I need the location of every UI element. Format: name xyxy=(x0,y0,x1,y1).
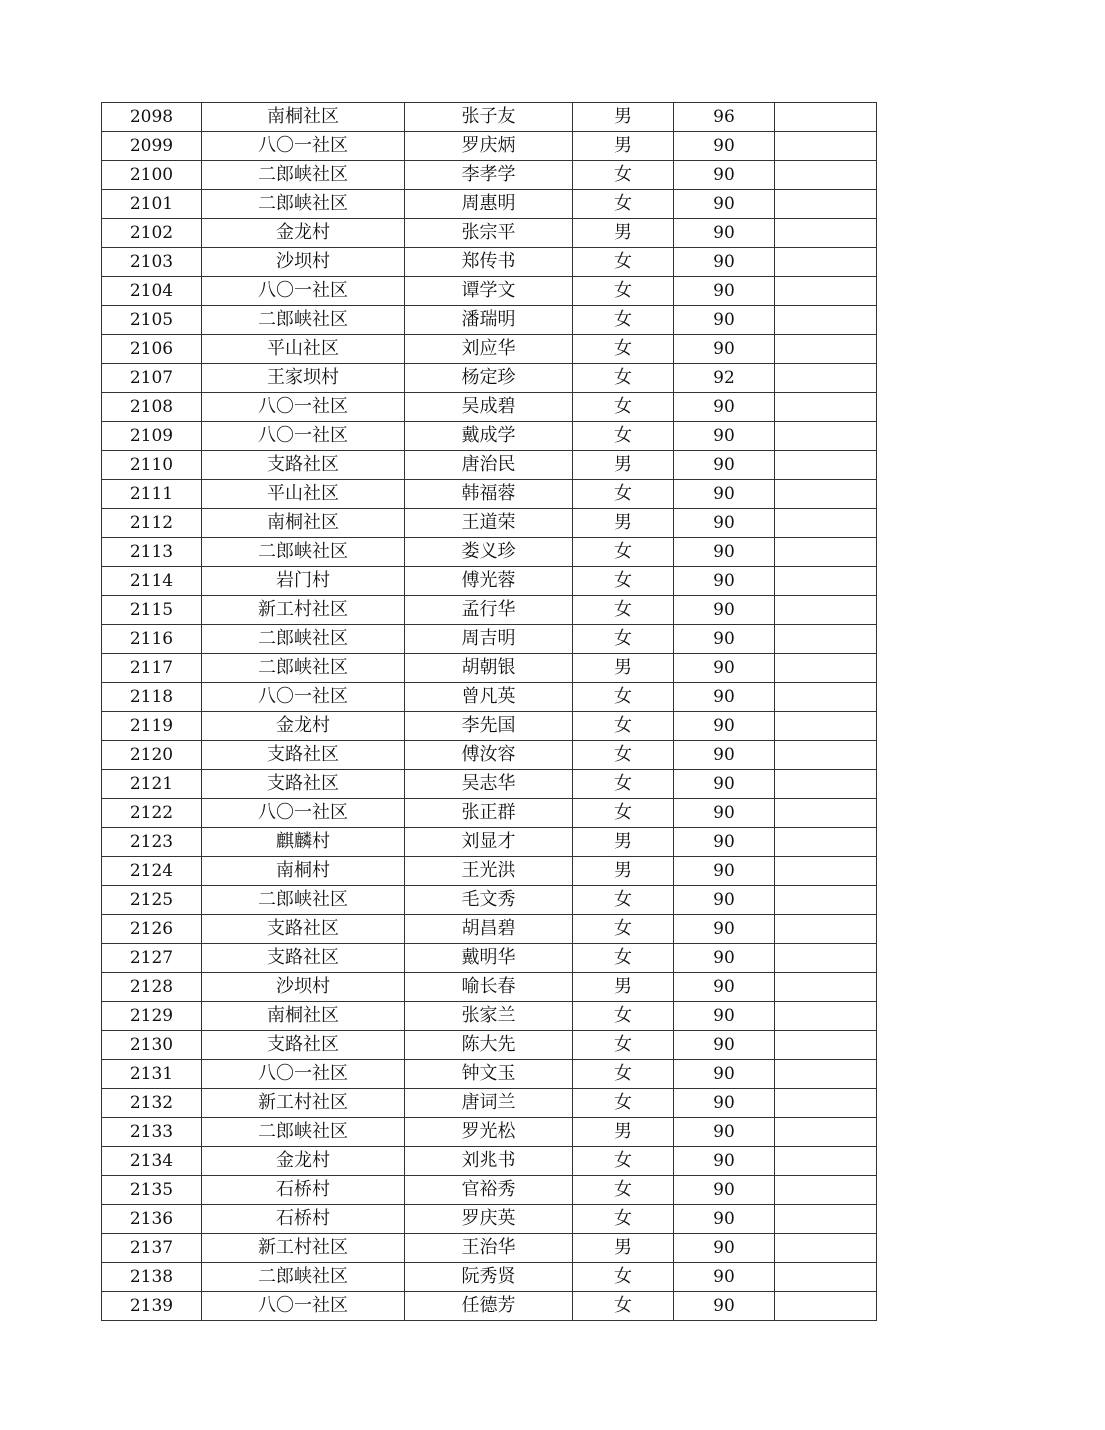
cell-gender: 男 xyxy=(573,219,674,248)
cell-number: 2099 xyxy=(102,132,202,161)
cell-community: 平山社区 xyxy=(202,335,405,364)
cell-name: 唐词兰 xyxy=(405,1089,573,1118)
cell-age: 96 xyxy=(674,103,775,132)
table-row xyxy=(102,132,877,161)
cell-age: 90 xyxy=(674,1205,775,1234)
cell-note xyxy=(775,422,877,451)
cell-gender: 男 xyxy=(573,132,674,161)
cell-gender: 女 xyxy=(573,538,674,567)
table-row xyxy=(102,1205,877,1234)
cell-age: 90 xyxy=(674,219,775,248)
cell-gender: 女 xyxy=(573,1031,674,1060)
cell-name: 王道荣 xyxy=(405,509,573,538)
cell-age: 92 xyxy=(674,364,775,393)
cell-age: 90 xyxy=(674,1147,775,1176)
cell-age: 90 xyxy=(674,770,775,799)
cell-community: 石桥村 xyxy=(202,1205,405,1234)
cell-name: 潘瑞明 xyxy=(405,306,573,335)
cell-note xyxy=(775,596,877,625)
cell-community: 八〇一社区 xyxy=(202,393,405,422)
cell-note xyxy=(775,364,877,393)
cell-note xyxy=(775,944,877,973)
cell-number: 2126 xyxy=(102,915,202,944)
cell-gender: 女 xyxy=(573,1089,674,1118)
cell-name: 王光洪 xyxy=(405,857,573,886)
table-row xyxy=(102,538,877,567)
cell-age: 90 xyxy=(674,393,775,422)
cell-note xyxy=(775,712,877,741)
cell-age: 90 xyxy=(674,683,775,712)
cell-community: 金龙村 xyxy=(202,712,405,741)
cell-number: 2113 xyxy=(102,538,202,567)
cell-number: 2098 xyxy=(102,103,202,132)
cell-community: 二郎峡社区 xyxy=(202,161,405,190)
cell-community: 南桐社区 xyxy=(202,509,405,538)
cell-age: 90 xyxy=(674,973,775,1002)
cell-note xyxy=(775,219,877,248)
cell-note xyxy=(775,509,877,538)
cell-note xyxy=(775,1060,877,1089)
table-row xyxy=(102,1118,877,1147)
cell-note xyxy=(775,654,877,683)
cell-note xyxy=(775,886,877,915)
table-row xyxy=(102,509,877,538)
cell-note xyxy=(775,1292,877,1321)
cell-gender: 女 xyxy=(573,886,674,915)
cell-name: 唐治民 xyxy=(405,451,573,480)
data-table xyxy=(101,102,877,1321)
table-row xyxy=(102,1089,877,1118)
cell-number: 2124 xyxy=(102,857,202,886)
cell-name: 周惠明 xyxy=(405,190,573,219)
cell-age: 90 xyxy=(674,799,775,828)
cell-number: 2131 xyxy=(102,1060,202,1089)
cell-gender: 女 xyxy=(573,422,674,451)
cell-age: 90 xyxy=(674,1176,775,1205)
cell-name: 韩福蓉 xyxy=(405,480,573,509)
cell-number: 2128 xyxy=(102,973,202,1002)
cell-name: 胡朝银 xyxy=(405,654,573,683)
cell-name: 娄义珍 xyxy=(405,538,573,567)
cell-community: 二郎峡社区 xyxy=(202,306,405,335)
cell-age: 90 xyxy=(674,1089,775,1118)
cell-community: 支路社区 xyxy=(202,944,405,973)
cell-gender: 女 xyxy=(573,712,674,741)
cell-number: 2139 xyxy=(102,1292,202,1321)
cell-note xyxy=(775,190,877,219)
cell-age: 90 xyxy=(674,915,775,944)
cell-note xyxy=(775,451,877,480)
cell-gender: 女 xyxy=(573,480,674,509)
cell-age: 90 xyxy=(674,277,775,306)
cell-community: 金龙村 xyxy=(202,219,405,248)
cell-name: 戴明华 xyxy=(405,944,573,973)
cell-name: 曾凡英 xyxy=(405,683,573,712)
cell-gender: 女 xyxy=(573,944,674,973)
cell-number: 2112 xyxy=(102,509,202,538)
cell-age: 90 xyxy=(674,828,775,857)
table-row xyxy=(102,1031,877,1060)
cell-name: 张宗平 xyxy=(405,219,573,248)
cell-gender: 女 xyxy=(573,741,674,770)
cell-name: 喻长春 xyxy=(405,973,573,1002)
cell-age: 90 xyxy=(674,1031,775,1060)
cell-number: 2116 xyxy=(102,625,202,654)
cell-community: 二郎峡社区 xyxy=(202,625,405,654)
cell-number: 2100 xyxy=(102,161,202,190)
cell-community: 八〇一社区 xyxy=(202,422,405,451)
table-row xyxy=(102,944,877,973)
cell-note xyxy=(775,306,877,335)
cell-note xyxy=(775,248,877,277)
cell-community: 支路社区 xyxy=(202,1031,405,1060)
cell-number: 2104 xyxy=(102,277,202,306)
cell-note xyxy=(775,538,877,567)
cell-name: 王治华 xyxy=(405,1234,573,1263)
cell-number: 2136 xyxy=(102,1205,202,1234)
cell-note xyxy=(775,770,877,799)
cell-age: 90 xyxy=(674,1002,775,1031)
table-row xyxy=(102,886,877,915)
cell-age: 90 xyxy=(674,654,775,683)
cell-name: 谭学文 xyxy=(405,277,573,306)
cell-note xyxy=(775,1176,877,1205)
cell-note xyxy=(775,857,877,886)
cell-community: 新工村社区 xyxy=(202,1089,405,1118)
table-row xyxy=(102,625,877,654)
table-row xyxy=(102,277,877,306)
cell-community: 麒麟村 xyxy=(202,828,405,857)
cell-note xyxy=(775,683,877,712)
table-row xyxy=(102,1147,877,1176)
cell-community: 支路社区 xyxy=(202,451,405,480)
table-row xyxy=(102,1292,877,1321)
cell-gender: 女 xyxy=(573,1060,674,1089)
cell-age: 90 xyxy=(674,248,775,277)
cell-number: 2103 xyxy=(102,248,202,277)
cell-number: 2133 xyxy=(102,1118,202,1147)
cell-community: 二郎峡社区 xyxy=(202,1263,405,1292)
cell-community: 支路社区 xyxy=(202,915,405,944)
cell-number: 2114 xyxy=(102,567,202,596)
table-row xyxy=(102,1002,877,1031)
cell-gender: 女 xyxy=(573,1292,674,1321)
cell-age: 90 xyxy=(674,1263,775,1292)
cell-gender: 女 xyxy=(573,1002,674,1031)
cell-name: 杨定珍 xyxy=(405,364,573,393)
cell-gender: 女 xyxy=(573,625,674,654)
table-row xyxy=(102,915,877,944)
cell-community: 支路社区 xyxy=(202,770,405,799)
cell-note xyxy=(775,625,877,654)
table-row xyxy=(102,393,877,422)
cell-gender: 女 xyxy=(573,596,674,625)
cell-age: 90 xyxy=(674,567,775,596)
cell-community: 八〇一社区 xyxy=(202,799,405,828)
cell-note xyxy=(775,1234,877,1263)
cell-note xyxy=(775,161,877,190)
cell-number: 2132 xyxy=(102,1089,202,1118)
cell-number: 2117 xyxy=(102,654,202,683)
cell-note xyxy=(775,828,877,857)
cell-name: 刘应华 xyxy=(405,335,573,364)
cell-note xyxy=(775,1147,877,1176)
cell-age: 90 xyxy=(674,161,775,190)
cell-gender: 女 xyxy=(573,248,674,277)
cell-community: 平山社区 xyxy=(202,480,405,509)
cell-gender: 女 xyxy=(573,683,674,712)
cell-community: 二郎峡社区 xyxy=(202,886,405,915)
cell-gender: 女 xyxy=(573,1147,674,1176)
cell-name: 罗庆英 xyxy=(405,1205,573,1234)
cell-gender: 男 xyxy=(573,1118,674,1147)
cell-gender: 男 xyxy=(573,509,674,538)
cell-number: 2122 xyxy=(102,799,202,828)
cell-age: 90 xyxy=(674,741,775,770)
cell-age: 90 xyxy=(674,712,775,741)
cell-note xyxy=(775,799,877,828)
cell-community: 二郎峡社区 xyxy=(202,654,405,683)
cell-name: 罗庆炳 xyxy=(405,132,573,161)
cell-gender: 女 xyxy=(573,277,674,306)
cell-gender: 女 xyxy=(573,335,674,364)
cell-number: 2110 xyxy=(102,451,202,480)
cell-age: 90 xyxy=(674,857,775,886)
cell-note xyxy=(775,1002,877,1031)
cell-note xyxy=(775,1263,877,1292)
table-row xyxy=(102,857,877,886)
cell-number: 2138 xyxy=(102,1263,202,1292)
table-row xyxy=(102,190,877,219)
cell-gender: 男 xyxy=(573,103,674,132)
table-row xyxy=(102,1234,877,1263)
cell-age: 90 xyxy=(674,1234,775,1263)
table-row xyxy=(102,567,877,596)
cell-gender: 男 xyxy=(573,973,674,1002)
cell-name: 郑传书 xyxy=(405,248,573,277)
cell-age: 90 xyxy=(674,944,775,973)
cell-community: 南桐社区 xyxy=(202,1002,405,1031)
cell-number: 2134 xyxy=(102,1147,202,1176)
cell-community: 南桐村 xyxy=(202,857,405,886)
cell-name: 傅光蓉 xyxy=(405,567,573,596)
table-row xyxy=(102,248,877,277)
table-row xyxy=(102,103,877,132)
cell-community: 八〇一社区 xyxy=(202,683,405,712)
cell-note xyxy=(775,741,877,770)
cell-number: 2108 xyxy=(102,393,202,422)
cell-name: 毛文秀 xyxy=(405,886,573,915)
cell-number: 2118 xyxy=(102,683,202,712)
cell-gender: 女 xyxy=(573,770,674,799)
cell-note xyxy=(775,567,877,596)
table-row xyxy=(102,161,877,190)
cell-note xyxy=(775,1118,877,1147)
cell-note xyxy=(775,973,877,1002)
cell-number: 2111 xyxy=(102,480,202,509)
table-row xyxy=(102,1263,877,1292)
cell-note xyxy=(775,132,877,161)
cell-name: 刘显才 xyxy=(405,828,573,857)
cell-community: 二郎峡社区 xyxy=(202,1118,405,1147)
cell-gender: 女 xyxy=(573,306,674,335)
table-row xyxy=(102,973,877,1002)
cell-gender: 女 xyxy=(573,1263,674,1292)
table-row xyxy=(102,654,877,683)
cell-number: 2109 xyxy=(102,422,202,451)
cell-name: 张家兰 xyxy=(405,1002,573,1031)
cell-name: 刘兆书 xyxy=(405,1147,573,1176)
cell-note xyxy=(775,915,877,944)
cell-number: 2115 xyxy=(102,596,202,625)
cell-name: 吴志华 xyxy=(405,770,573,799)
cell-community: 八〇一社区 xyxy=(202,132,405,161)
cell-gender: 女 xyxy=(573,915,674,944)
table-row xyxy=(102,480,877,509)
cell-community: 支路社区 xyxy=(202,741,405,770)
cell-name: 吴成碧 xyxy=(405,393,573,422)
cell-name: 傅汝容 xyxy=(405,741,573,770)
cell-name: 孟行华 xyxy=(405,596,573,625)
cell-age: 90 xyxy=(674,625,775,654)
cell-age: 90 xyxy=(674,190,775,219)
cell-note xyxy=(775,480,877,509)
cell-number: 2135 xyxy=(102,1176,202,1205)
cell-name: 胡昌碧 xyxy=(405,915,573,944)
cell-community: 沙坝村 xyxy=(202,248,405,277)
cell-age: 90 xyxy=(674,306,775,335)
cell-number: 2130 xyxy=(102,1031,202,1060)
table-row xyxy=(102,1176,877,1205)
cell-note xyxy=(775,393,877,422)
cell-number: 2123 xyxy=(102,828,202,857)
table-row xyxy=(102,219,877,248)
cell-age: 90 xyxy=(674,596,775,625)
table-row xyxy=(102,683,877,712)
table-body xyxy=(102,103,877,1321)
cell-name: 戴成学 xyxy=(405,422,573,451)
table-row xyxy=(102,828,877,857)
cell-name: 李先国 xyxy=(405,712,573,741)
table-row xyxy=(102,1060,877,1089)
cell-community: 王家坝村 xyxy=(202,364,405,393)
cell-name: 张正群 xyxy=(405,799,573,828)
cell-note xyxy=(775,103,877,132)
cell-gender: 女 xyxy=(573,364,674,393)
cell-community: 八〇一社区 xyxy=(202,1292,405,1321)
table-row xyxy=(102,364,877,393)
cell-name: 张子友 xyxy=(405,103,573,132)
cell-note xyxy=(775,1205,877,1234)
table-row xyxy=(102,799,877,828)
cell-community: 金龙村 xyxy=(202,1147,405,1176)
cell-number: 2106 xyxy=(102,335,202,364)
cell-gender: 女 xyxy=(573,190,674,219)
table-row xyxy=(102,712,877,741)
cell-gender: 男 xyxy=(573,857,674,886)
cell-community: 新工村社区 xyxy=(202,596,405,625)
cell-community: 八〇一社区 xyxy=(202,1060,405,1089)
table-row xyxy=(102,451,877,480)
cell-note xyxy=(775,277,877,306)
cell-name: 阮秀贤 xyxy=(405,1263,573,1292)
table-row xyxy=(102,741,877,770)
cell-number: 2105 xyxy=(102,306,202,335)
table-row xyxy=(102,335,877,364)
cell-gender: 男 xyxy=(573,654,674,683)
cell-number: 2137 xyxy=(102,1234,202,1263)
table-row xyxy=(102,770,877,799)
cell-name: 周吉明 xyxy=(405,625,573,654)
table-row xyxy=(102,596,877,625)
cell-age: 90 xyxy=(674,480,775,509)
cell-gender: 女 xyxy=(573,161,674,190)
cell-name: 官裕秀 xyxy=(405,1176,573,1205)
cell-name: 陈大先 xyxy=(405,1031,573,1060)
cell-gender: 女 xyxy=(573,567,674,596)
table-row xyxy=(102,306,877,335)
cell-note xyxy=(775,1031,877,1060)
cell-number: 2127 xyxy=(102,944,202,973)
cell-gender: 男 xyxy=(573,828,674,857)
cell-community: 二郎峡社区 xyxy=(202,538,405,567)
cell-name: 钟文玉 xyxy=(405,1060,573,1089)
cell-number: 2107 xyxy=(102,364,202,393)
cell-number: 2101 xyxy=(102,190,202,219)
cell-community: 岩门村 xyxy=(202,567,405,596)
cell-community: 二郎峡社区 xyxy=(202,190,405,219)
cell-name: 任德芳 xyxy=(405,1292,573,1321)
cell-age: 90 xyxy=(674,886,775,915)
cell-age: 90 xyxy=(674,335,775,364)
cell-age: 90 xyxy=(674,538,775,567)
cell-number: 2129 xyxy=(102,1002,202,1031)
cell-note xyxy=(775,335,877,364)
cell-number: 2119 xyxy=(102,712,202,741)
cell-community: 沙坝村 xyxy=(202,973,405,1002)
cell-community: 新工村社区 xyxy=(202,1234,405,1263)
cell-age: 90 xyxy=(674,132,775,161)
cell-gender: 女 xyxy=(573,799,674,828)
cell-number: 2121 xyxy=(102,770,202,799)
cell-community: 石桥村 xyxy=(202,1176,405,1205)
cell-age: 90 xyxy=(674,509,775,538)
cell-gender: 女 xyxy=(573,1205,674,1234)
cell-gender: 男 xyxy=(573,451,674,480)
cell-age: 90 xyxy=(674,1118,775,1147)
cell-age: 90 xyxy=(674,422,775,451)
cell-name: 罗光松 xyxy=(405,1118,573,1147)
cell-number: 2125 xyxy=(102,886,202,915)
cell-gender: 男 xyxy=(573,1234,674,1263)
cell-number: 2120 xyxy=(102,741,202,770)
cell-note xyxy=(775,1089,877,1118)
cell-age: 90 xyxy=(674,1060,775,1089)
cell-community: 南桐社区 xyxy=(202,103,405,132)
cell-community: 八〇一社区 xyxy=(202,277,405,306)
cell-number: 2102 xyxy=(102,219,202,248)
cell-gender: 女 xyxy=(573,393,674,422)
table-row xyxy=(102,422,877,451)
cell-age: 90 xyxy=(674,451,775,480)
cell-name: 李孝学 xyxy=(405,161,573,190)
cell-age: 90 xyxy=(674,1292,775,1321)
cell-gender: 女 xyxy=(573,1176,674,1205)
